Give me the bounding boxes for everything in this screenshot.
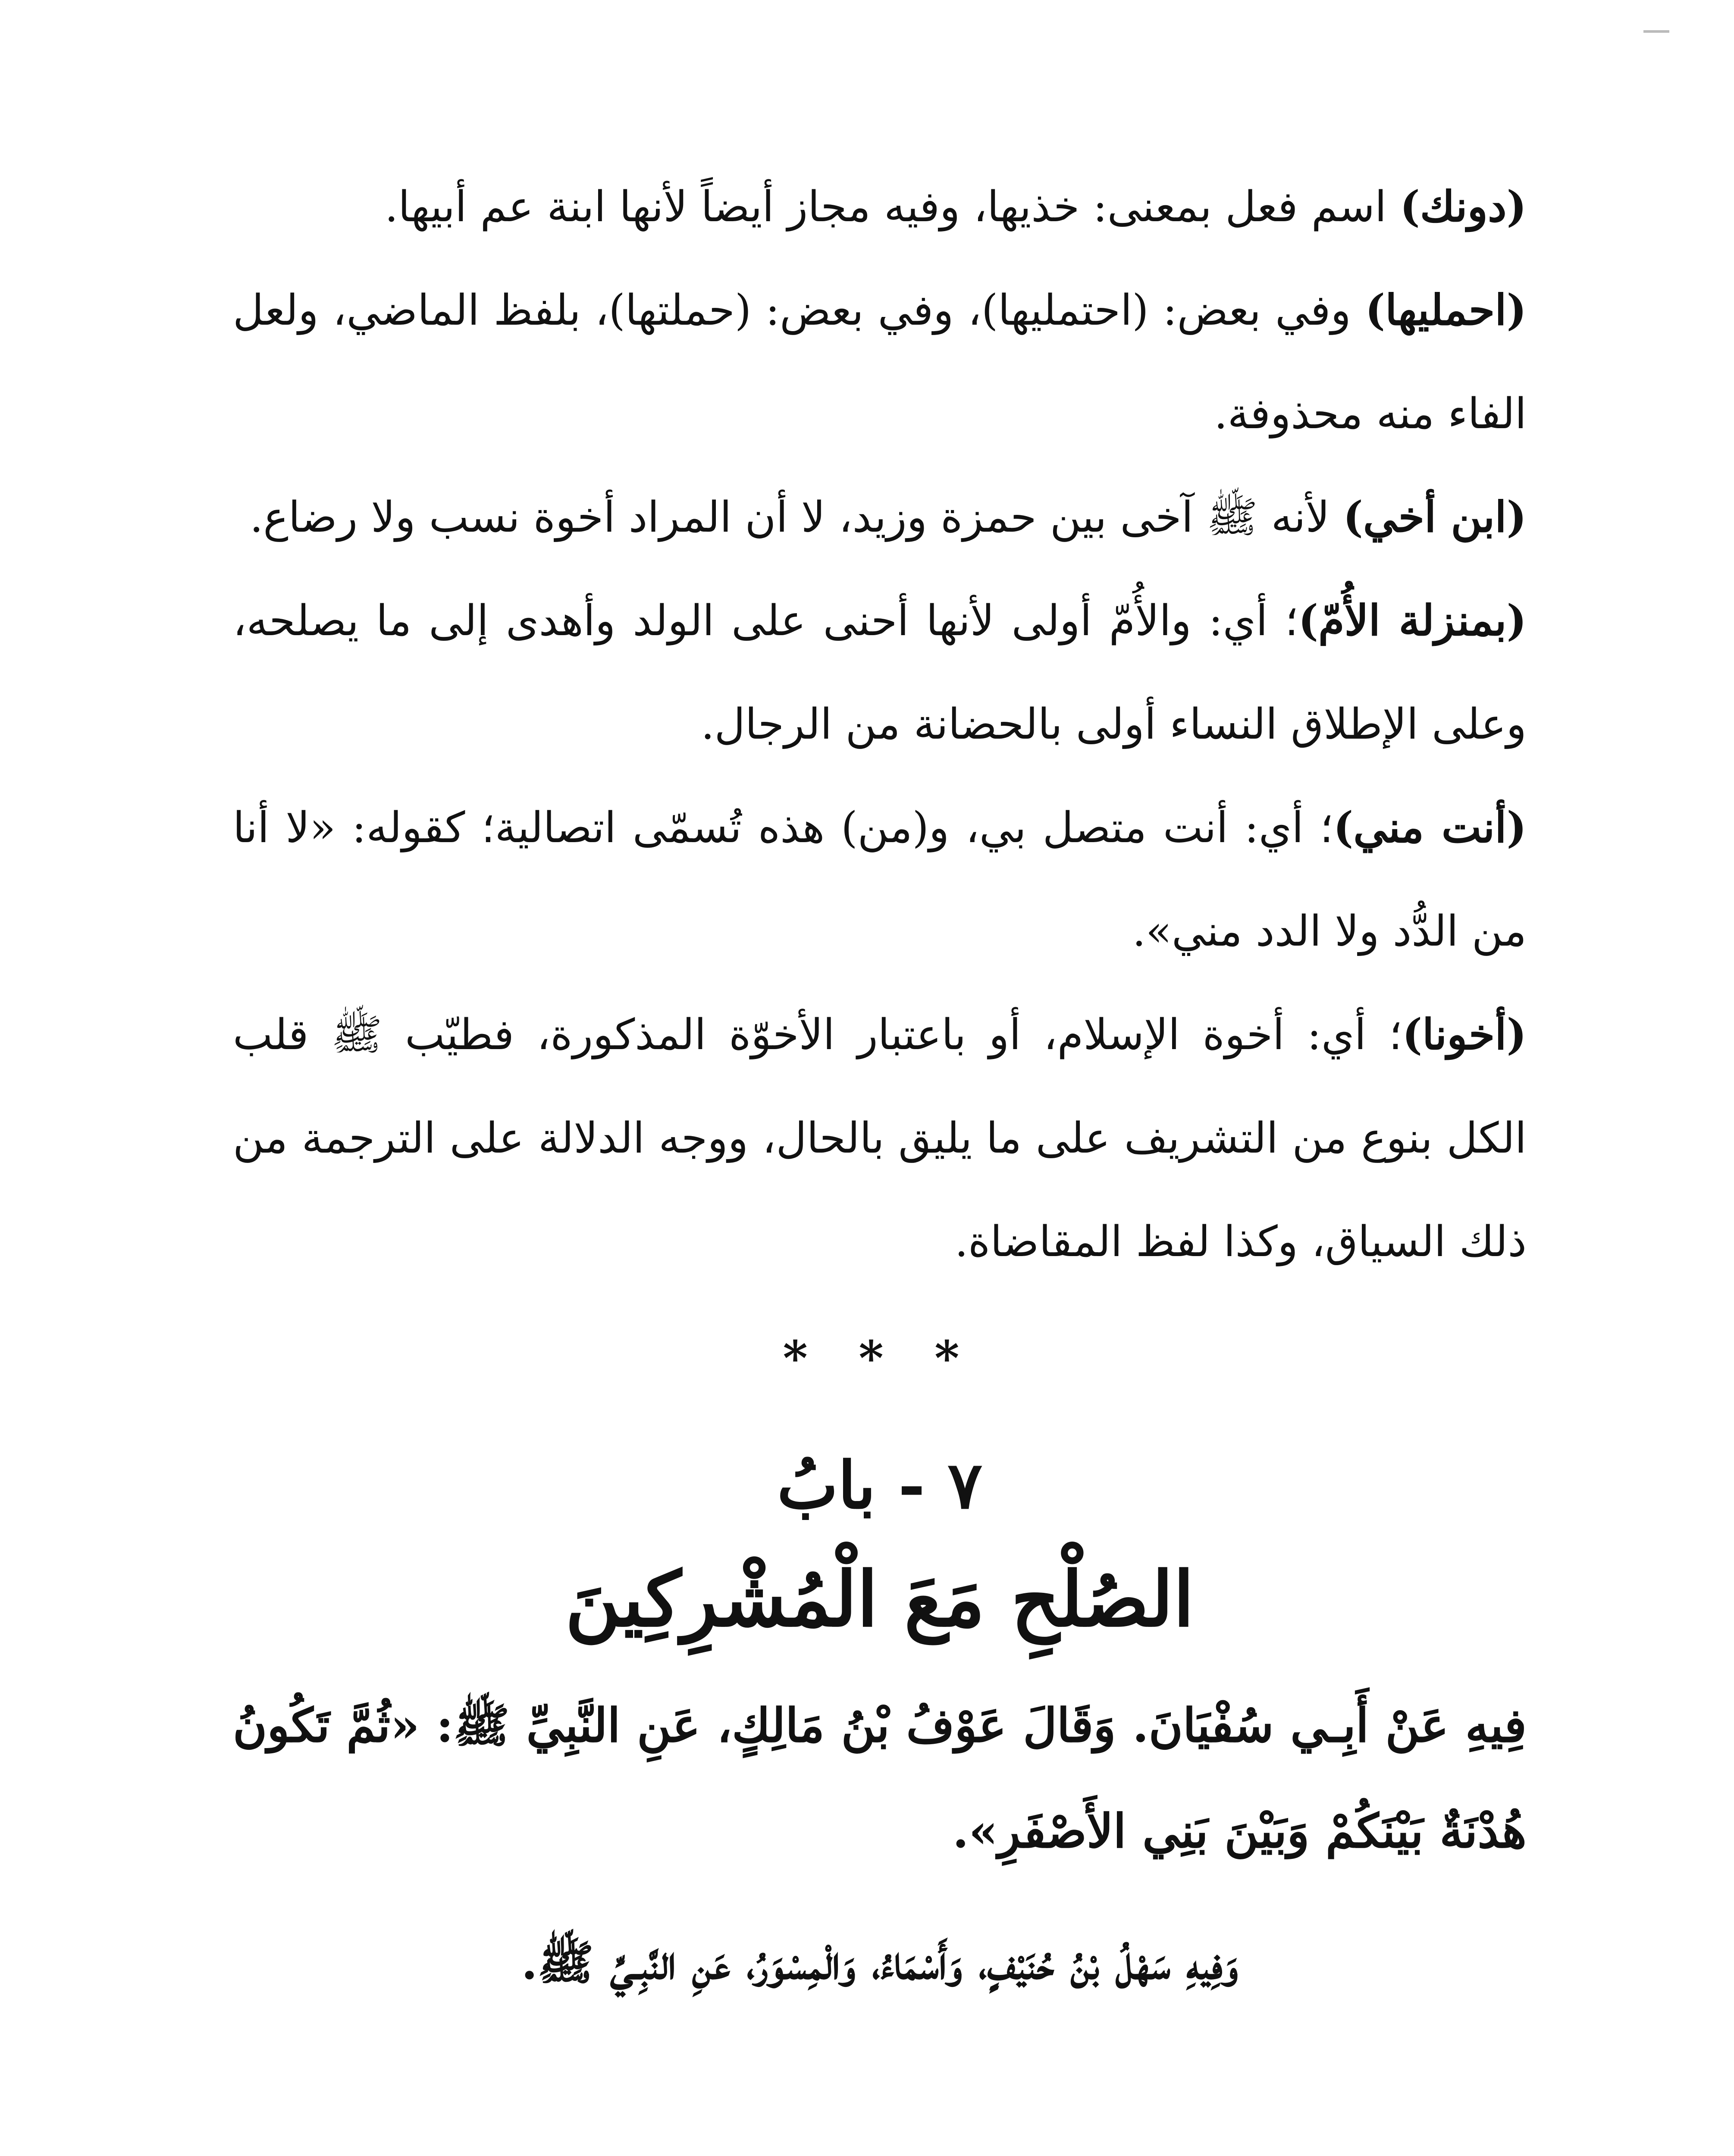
chapter-number: ٧ - بابُ [777, 1448, 982, 1523]
commentary-term: (ابن أخي) [1343, 492, 1527, 542]
commentary-term: (احمليها) [1365, 285, 1527, 335]
commentary-term: (أخونا) [1402, 1010, 1527, 1059]
commentary-text: وفي بعض: (احتمليها)، وفي بعض: (حملتها)، بلفظ الماضي، ولعل الفاء منه محذوفة. [233, 286, 1527, 439]
commentary-text: ؛ أي: والأُمّ أولى لأنها أحنى على الولد وأهدى إلى ما يصلحه، وعلى الإطلاق النساء أولى بالحضانة من الرجال. [233, 596, 1527, 749]
commentary-text: اسم فعل بمعنى: خذيها، وفيه مجاز أيضاً لأنها ابنة عم أبيها. [385, 182, 1400, 232]
commentary-text: لأنه ﷺ آخى بين حمزة وزيد، لا أن المراد أخوة نسب ولا رضاع. [250, 493, 1343, 542]
commentary-text: ؛ أي: أخوة الإسلام، أو باعتبار الأخوّة المذكورة، فطيّب ﷺ قلب الكل بنوع من التشريف على ما يليق بالحال، ووجه الدلالة على الترجمة من ذلك السياق، وكذا لفظ المقاضاة. [233, 1010, 1527, 1266]
commentary-paragraph-3 [233, 466, 1527, 569]
hadith-text-1: فِيهِ عَنْ أَبِـي سُفْيَانَ. وَقَالَ عَوْفُ بْنُ مَالِكٍ، عَنِ النَّبِيِّ ﷺ: «ثُمَّ تَكُونُ هُدْنَةٌ بَيْنَكُمْ وَبَيْنَ بَنِي الأَصْفَرِ». [233, 1698, 1527, 1858]
commentary-paragraph-5 [233, 776, 1527, 983]
commentary-paragraph-6 [233, 983, 1527, 1294]
commentary-text: ؛ أي: أنت متصل بي، و(من) هذه تُسمّى اتصالية؛ كقوله: «لا أنا من الدُّد ولا الدد مني». [233, 803, 1527, 956]
chapter-title: الصُلْحِ مَعَ الْمُشْرِكِينَ [565, 1555, 1195, 1644]
commentary-paragraph-2 [233, 259, 1527, 466]
commentary-term: (بمنزلة الأُمّ) [1298, 596, 1527, 646]
commentary-paragraph-4 [233, 569, 1527, 776]
hadith-text-2: وَفِيهِ سَهْلُ بْنُ حُنَيْفٍ، وَأَسْمَاءُ، وَالْمِسْوَرُ، عَنِ النَّبِـيِّ ﷺ. [521, 1936, 1239, 1990]
commentary-paragraph-1 [233, 155, 1527, 259]
commentary-term: (أنت مني) [1333, 803, 1527, 852]
commentary-term: (دونك) [1400, 182, 1527, 232]
section-separator: * * * [783, 1330, 977, 1386]
page-corner-mark [1643, 30, 1669, 33]
book-page [233, 155, 1527, 2156]
